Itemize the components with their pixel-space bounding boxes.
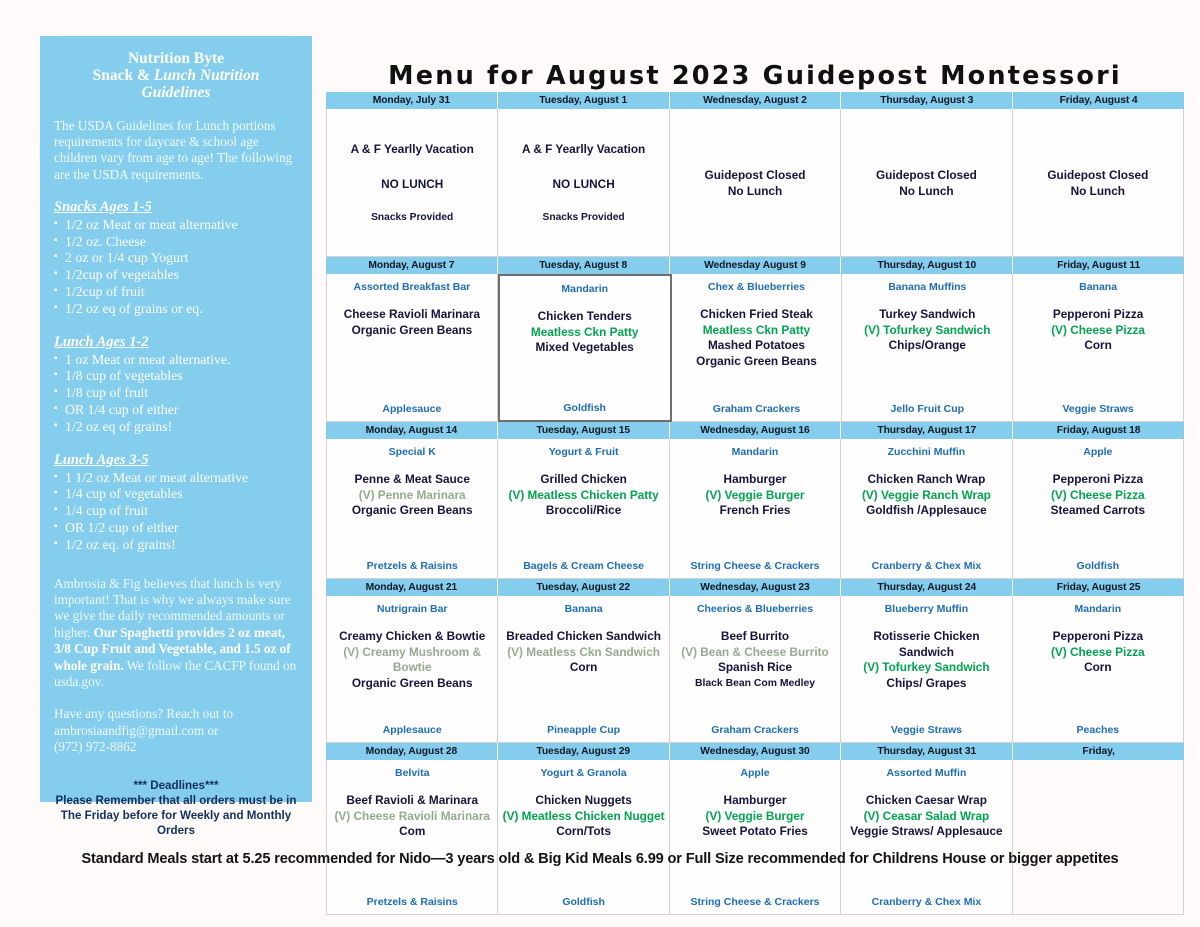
calendar-week	[326, 579, 1184, 743]
closed-line-1: Guidepost Closed	[704, 168, 806, 182]
morning-snack: Mandarin	[561, 283, 609, 295]
day-header-cell: Tuesday, August 29	[498, 743, 670, 760]
day-cell[interactable]	[1013, 596, 1184, 743]
closed-line-1: A & F Yearlly Vacation	[521, 142, 646, 156]
sidebar-title-line2: Snack & Lunch Nutrition	[92, 67, 260, 84]
day-header-cell: Tuesday, August 1	[498, 92, 670, 109]
list-item: ▪ OR 1/4 cup of either	[54, 402, 298, 419]
morning-snack: Chex & Blueberries	[708, 281, 805, 293]
day-header-cell: Thursday, August 3	[841, 92, 1013, 109]
lunch-item: Organic Green Beans	[351, 503, 473, 517]
nutrition-guidelines-sidebar	[40, 36, 312, 837]
lunch-item-vegetarian: (V) Meatless Chicken Patty	[508, 487, 659, 502]
lunch-item: Corn	[1084, 660, 1112, 674]
lunch-items	[502, 472, 664, 559]
day-cell[interactable]	[842, 274, 1013, 422]
lunch-item: Hamburger	[723, 472, 787, 486]
lunch-item-vegetarian: (V) Veggie Ranch Wrap	[861, 487, 991, 502]
lunch-item: Chicken Fried Steak	[700, 307, 813, 321]
day-cell[interactable]	[498, 596, 669, 743]
afternoon-snack: String Cheese & Crackers	[690, 560, 820, 572]
morning-snack: Yogurt & Fruit	[548, 446, 619, 458]
pricing-footer: Standard Meals start at 5.25 recommended for Nido—3 years old & Big Kid Meals 6.99 or Full Size recommended for Childrens House or bigger appetites	[81, 851, 1119, 867]
afternoon-snack: Pretzels & Raisins	[366, 560, 458, 572]
closed-line-3: Snacks Provided	[542, 212, 625, 223]
day-cell[interactable]	[326, 274, 498, 422]
lunch-item: Chips/Orange	[888, 338, 966, 352]
lunch-items	[674, 472, 836, 559]
lunch-item: Organic Green Beans	[696, 353, 817, 368]
lunch-items	[331, 629, 493, 723]
week-body-row	[326, 109, 1184, 257]
morning-snack: Yogurt & Granola	[540, 767, 627, 779]
day-cell[interactable]	[326, 439, 498, 579]
lunch-item: Pepperoni Pizza	[1052, 307, 1144, 321]
lunch-item: Chicken Nuggets	[535, 793, 632, 807]
closed-line-2: No Lunch	[1070, 184, 1126, 198]
lunch-item: Breaded Chicken Sandwich	[506, 629, 661, 643]
morning-snack: Cheerios & Blueberries	[696, 603, 814, 615]
lunch-item-vegetarian: (V) Cheese Pizza	[1051, 322, 1145, 337]
closed-notice	[1017, 167, 1179, 199]
lunch-item-vegetarian: (V) Creamy Mushroom & Bowtie	[343, 644, 482, 674]
closed-line-1: Guidepost Closed	[1047, 168, 1149, 182]
morning-snack: Special K	[388, 446, 436, 458]
day-header-cell: Monday, August 7	[326, 257, 498, 274]
afternoon-snack: Jello Fruit Cup	[890, 403, 965, 415]
sidebar-list-snacks	[54, 217, 298, 318]
calendar-week	[326, 92, 1184, 257]
lunch-item: Black Bean Com Medley	[694, 677, 816, 689]
lunch-item: Broccoli/Rice	[545, 503, 622, 517]
day-cell[interactable]	[326, 596, 498, 743]
list-item: ▪ 1/2 oz. Cheese	[54, 234, 298, 251]
sidebar-title-line1: Nutrition Byte	[127, 50, 224, 67]
closed-line-2: NO LUNCH	[552, 177, 615, 191]
lunch-items	[331, 472, 493, 559]
lunch-item: Corn	[1084, 338, 1112, 352]
sidebar-deadlines-block	[54, 778, 298, 838]
lunch-item-vegetarian: (V) Veggie Burger	[705, 808, 805, 823]
lunch-item: Corn	[569, 660, 598, 674]
lunch-item: Goldfish /Applesauce	[866, 503, 987, 517]
day-cell[interactable]	[498, 274, 672, 422]
day-cell[interactable]	[1013, 274, 1184, 422]
sidebar-list-lunch-3-5	[54, 470, 298, 554]
contact-question: Have any questions? Reach out to	[54, 706, 234, 722]
lunch-item: Rotisserie Chicken Sandwich	[873, 629, 980, 659]
closed-notice	[845, 167, 1007, 199]
morning-snack: Assorted Muffin	[886, 767, 967, 779]
day-cell[interactable]	[670, 596, 841, 743]
lunch-items	[331, 307, 493, 402]
morning-snack: Belvita	[394, 767, 430, 779]
lunch-item: Cheese Ravioli Marinara	[343, 307, 481, 321]
week-body-row	[326, 760, 1184, 915]
afternoon-snack: Goldfish	[562, 896, 605, 908]
menu-calendar	[326, 92, 1184, 915]
list-item: ▪ 1/2 oz eq of grains or eq.	[54, 301, 298, 318]
day-cell[interactable]	[841, 596, 1012, 743]
day-header-cell: Wednesday, August 23	[670, 579, 842, 596]
morning-snack: Banana	[1079, 281, 1118, 293]
day-header-cell: Tuesday, August 15	[498, 422, 670, 439]
lunch-item: Turkey Sandwich	[879, 307, 976, 321]
page-title: Menu for August 2023 Guidepost Montessori	[388, 61, 1122, 92]
afternoon-snack: Veggie Straws	[890, 724, 963, 736]
deadlines-line2: Please Remember that all orders must be in	[55, 793, 297, 807]
sidebar-section-heading-lunch-3-5: Lunch Ages 3-5	[54, 451, 149, 468]
week-body-row	[326, 596, 1184, 743]
day-cell[interactable]	[498, 439, 669, 579]
day-header-cell: Wednesday, August 30	[670, 743, 842, 760]
lunch-item: Chicken Caesar Wrap	[865, 793, 987, 807]
list-item: ▪ OR 1/2 cup of either	[54, 520, 298, 537]
closed-line-3: Snacks Provided	[371, 212, 454, 223]
sidebar-title-line3: Guidelines	[141, 84, 211, 101]
day-cell[interactable]	[841, 760, 1012, 915]
lunch-item: Creamy Chicken & Bowtie	[339, 629, 486, 643]
lunch-item: Steamed Carrots	[1050, 503, 1146, 517]
lunch-item: Com	[399, 824, 426, 838]
afternoon-snack: Goldfish	[563, 402, 606, 414]
lunch-items	[845, 629, 1007, 723]
day-header-cell: Wednesday August 9	[670, 257, 842, 274]
list-item: ▪ 1/2 oz Meat or meat alternative	[54, 217, 298, 234]
day-cell[interactable]	[326, 760, 498, 915]
morning-snack: Mandarin	[731, 446, 779, 458]
week-header-row	[326, 579, 1184, 596]
lunch-item: Beef Ravioli & Marinara	[346, 793, 479, 807]
list-item: ▪ 1/2cup of fruit	[54, 284, 298, 301]
day-header-cell: Friday,	[1082, 746, 1115, 757]
morning-snack: Nutrigrain Bar	[376, 603, 448, 615]
list-item: ▪ 1 oz Meat or meat alternative.	[54, 352, 298, 369]
list-item: ▪ 1/2cup of vegetables	[54, 267, 298, 284]
afternoon-snack: Veggie Straws	[1062, 403, 1134, 415]
closed-notice	[331, 141, 493, 225]
lunch-item-vegetarian: (V) Meatless Ckn Sandwich	[507, 644, 660, 659]
lunch-items	[502, 793, 664, 895]
afternoon-snack: Bagels & Cream Cheese	[523, 560, 645, 572]
morning-snack: Apple	[1083, 446, 1113, 458]
day-header-cell: Monday, August 28	[326, 743, 498, 760]
week-header-row	[326, 422, 1184, 439]
lunch-item: French Fries	[719, 503, 791, 517]
week-body-row	[326, 439, 1184, 579]
day-cell[interactable]	[670, 760, 841, 915]
list-item: ▪ 2 oz or 1/4 cup Yogurt	[54, 250, 298, 267]
sidebar-title	[54, 50, 298, 101]
day-cell[interactable]	[326, 109, 498, 257]
lunch-item-vegetarian: (V) Tofurkey Sandwich	[863, 660, 990, 674]
lunch-item-vegetarian: (V) Cheese Pizza	[1050, 487, 1145, 502]
day-header-cell: Friday, August 18	[1056, 425, 1141, 436]
lunch-item-vegetarian: (V) Cheese Pizza	[1050, 644, 1145, 659]
sidebar-section-heading-snacks: Snacks Ages 1-5	[54, 198, 152, 215]
afternoon-snack: Applesauce	[382, 403, 442, 415]
day-header-cell: Wednesday, August 16	[670, 422, 842, 439]
week-header-row	[326, 257, 1184, 274]
day-cell[interactable]	[498, 109, 669, 257]
morning-snack: Blueberry Muffin	[884, 603, 969, 615]
day-header-cell: Wednesday, August 2	[670, 92, 842, 109]
day-header-cell: Thursday, August 17	[841, 422, 1013, 439]
lunch-items	[676, 307, 838, 402]
list-item: ▪ 1/2 oz eq of grains!	[54, 419, 298, 436]
morning-snack: Banana Muffins	[888, 281, 967, 293]
day-cell[interactable]	[1013, 439, 1184, 579]
sidebar-section-heading-lunch-1-2: Lunch Ages 1-2	[54, 333, 149, 350]
afternoon-snack: String Cheese & Crackers	[690, 896, 820, 908]
lunch-item: Organic Green Beans	[351, 322, 473, 337]
lunch-item: Chicken Tenders	[537, 309, 632, 323]
list-item: ▪ 1/4 cup of fruit	[54, 503, 298, 520]
list-item: ▪ 1/8 cup of fruit	[54, 385, 298, 402]
calendar-week	[326, 743, 1184, 915]
lunch-item-vegetarian: (V) Meatless Chicken Nugget	[502, 808, 665, 823]
lunch-items	[845, 793, 1007, 895]
list-item: ▪ 1/8 cup of vegetables	[54, 368, 298, 385]
lunch-item: Mashed Potatoes	[707, 338, 805, 352]
day-cell[interactable]	[841, 439, 1012, 579]
afternoon-snack: Graham Crackers	[711, 724, 799, 736]
day-header-cell: Friday, August 4	[1059, 95, 1138, 106]
calendar-week	[326, 257, 1184, 422]
lunch-item: Corn/Tots	[556, 824, 612, 838]
lunch-item: Grilled Chicken	[540, 472, 627, 486]
afternoon-snack: Peaches	[1076, 724, 1120, 736]
day-header-cell: Thursday, August 24	[841, 579, 1013, 596]
lunch-item-vegetarian: Meatless Ckn Patty	[702, 322, 811, 337]
day-cell[interactable]	[670, 439, 841, 579]
closed-line-1: Guidepost Closed	[875, 168, 977, 182]
lunch-items	[1017, 629, 1179, 723]
afternoon-snack: Cranberry & Chex Mix	[871, 560, 982, 572]
closed-line-1: A & F Yearlly Vacation	[350, 142, 474, 156]
day-header-cell: Monday, August 21	[326, 579, 498, 596]
lunch-item-vegetarian: (V) Bean & Cheese Burrito	[681, 644, 829, 659]
lunch-item: Penne & Meat Sauce	[354, 472, 470, 486]
closed-notice	[502, 141, 664, 225]
lunch-items	[846, 307, 1008, 402]
afternoon-snack: Graham Crackers	[712, 403, 801, 415]
week-header-row	[326, 92, 1184, 109]
morning-snack: Banana	[564, 603, 603, 615]
afternoon-snack: Applesauce	[382, 724, 442, 736]
contact-phone[interactable]: (972) 972-8862	[54, 739, 137, 755]
lunch-item: Chicken Ranch Wrap	[867, 472, 986, 486]
week-body-row	[326, 274, 1184, 422]
lunch-item-vegetarian: (V) Ceasar Salad Wrap	[863, 808, 990, 823]
calendar-week	[326, 422, 1184, 579]
lunch-items	[331, 793, 493, 895]
lunch-item: Hamburger	[723, 793, 787, 807]
day-cell[interactable]	[498, 760, 669, 915]
morning-snack: Zucchini Muffin	[887, 446, 966, 458]
morning-snack: Mandarin	[1074, 603, 1122, 615]
day-cell-empty[interactable]	[1013, 760, 1184, 915]
lunch-item-vegetarian: (V) Tofurkey Sandwich	[864, 322, 991, 337]
deadlines-heading: *** Deadlines***	[133, 778, 219, 792]
deadlines-line3: The Friday before for Weekly and Monthly Orders	[60, 808, 292, 837]
day-header-cell: Tuesday, August 8	[498, 257, 670, 274]
sidebar-philosophy-text: Ambrosia & Fig believes that lunch is very important! That is why we always make sure we give the daily recommended amounts or higher. Our Spaghetti provides 2 oz meat, 3/8 Cup Fruit and Vegetable, and 1.5 oz of whole grain. We follow the CACFP found on usda.gov.	[54, 575, 297, 689]
lunch-item: Mixed Vegetables	[535, 340, 634, 354]
day-header-cell: Thursday, August 31	[841, 743, 1013, 760]
contact-email[interactable]: ambrosiaandfig@gmail.com or	[54, 722, 219, 738]
lunch-items	[502, 629, 664, 723]
list-item: ▪ 1/4 cup of vegetables	[54, 486, 298, 503]
lunch-items	[504, 309, 666, 401]
sidebar-intro-text: The USDA Guidelines for Lunch portions requirements for daycare & school age children vary from age to age! The following are the USDA requirements.	[54, 118, 293, 182]
lunch-item: Organic Green Beans	[351, 675, 473, 690]
lunch-item-vegetarian: (V) Cheese Ravioli Marinara	[334, 808, 490, 823]
day-cell[interactable]	[670, 109, 841, 257]
closed-notice	[674, 167, 836, 199]
list-item: ▪ 1 1/2 oz Meat or meat alternative	[54, 470, 298, 487]
week-header-row	[326, 743, 1184, 760]
lunch-item-vegetarian: Meatless Ckn Patty	[530, 324, 639, 339]
sidebar-list-lunch-1-2	[54, 352, 298, 436]
day-cell[interactable]	[841, 109, 1012, 257]
afternoon-snack: Cranberry & Chex Mix	[871, 896, 982, 908]
day-header-cell: Thursday, August 10	[841, 257, 1013, 274]
lunch-item: Veggie Straws/ Applesauce	[850, 824, 1003, 838]
lunch-item: Pepperoni Pizza	[1052, 629, 1144, 643]
day-header-cell: Tuesday, August 22	[498, 579, 670, 596]
morning-snack: Apple	[740, 767, 770, 779]
lunch-item: Beef Burrito	[720, 629, 790, 643]
closed-line-2: No Lunch	[727, 184, 783, 198]
day-header-cell: Friday, August 25	[1056, 582, 1141, 593]
lunch-item-vegetarian: (V) Penne Marinara	[358, 487, 466, 502]
lunch-item: Pepperoni Pizza	[1052, 472, 1144, 486]
morning-snack: Assorted Breakfast Bar	[353, 281, 471, 293]
afternoon-snack: Goldfish	[1076, 560, 1120, 572]
sidebar-contact-block	[54, 706, 298, 755]
day-header-cell: Monday, August 14	[326, 422, 498, 439]
closed-line-2: NO LUNCH	[381, 177, 444, 191]
lunch-items	[674, 793, 836, 895]
lunch-item: Sweet Potato Fries	[702, 824, 808, 838]
lunch-item: Spanish Rice	[717, 660, 793, 674]
day-header-cell: Monday, July 31	[326, 92, 498, 109]
list-item: ▪ 1/2 oz eq. of grains!	[54, 537, 298, 554]
afternoon-snack: Pineapple Cup	[547, 724, 621, 736]
closed-line-2: No Lunch	[899, 184, 954, 198]
lunch-item-vegetarian: (V) Veggie Burger	[705, 487, 805, 502]
lunch-items	[1017, 307, 1179, 402]
day-cell[interactable]	[672, 274, 843, 422]
lunch-item: Chips/ Grapes	[886, 675, 967, 690]
day-header-cell: Friday, August 11	[1057, 260, 1141, 271]
lunch-items	[674, 629, 836, 723]
lunch-items	[845, 472, 1007, 559]
afternoon-snack: Pretzels & Raisins	[366, 896, 458, 908]
lunch-items	[1017, 472, 1179, 559]
day-cell[interactable]	[1013, 109, 1184, 257]
